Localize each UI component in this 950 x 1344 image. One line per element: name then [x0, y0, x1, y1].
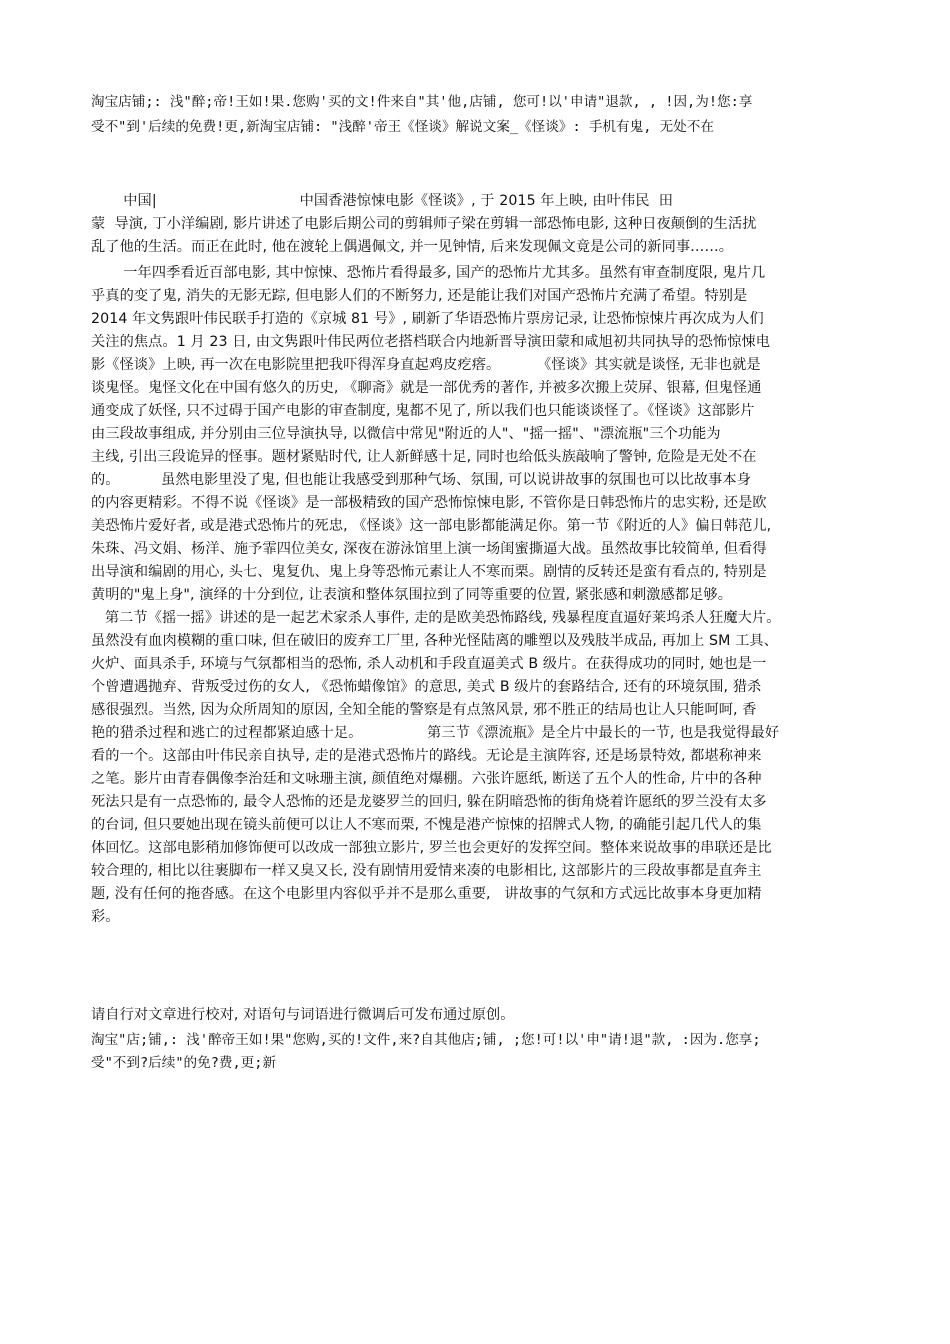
article-line: 一年四季看近百部电影, 其中惊悚、恐怖片看得最多, 国产的恐怖片尤其多。虽然有审查制度限, 鬼片几 — [91, 265, 766, 281]
article-line: 题, 没有任何的拖沓感。在这个电影里内容似乎并不是那么重要, 讲故事的气氛和方式远比故事本身更加精 — [91, 886, 762, 902]
article-line: 的内容更精彩。不得不说《怪谈》是一部极精致的国产恐怖惊悚电影, 不管你是日韩恐怖片的忠实粉, 还是欧 — [91, 495, 767, 511]
proofread-note: 请自行对文章进行校对, 对语句与词语进行微调后可发布通过原创。 — [91, 1007, 515, 1023]
article-line: 由三段故事组成, 并分别由三位导演执导, 以微信中常见"附近的人"、"摇一摇"、"漂流瓶"三个功能为 — [91, 426, 721, 442]
article-line: 虽然没有血肉模糊的重口味, 但在破旧的废弃工厂里, 各种光怪陆离的雕塑以及残肢半成品, 再加上 SM 工具、 — [91, 633, 778, 649]
article-line: 感很强烈。当然, 因为众所周知的原因, 全知全能的警察是有点煞风景, 邪不胜正的结局也让人只能呵呵, 香 — [91, 702, 757, 718]
article-line: 朱珠、冯文娟、杨洋、施予霏四位美女, 深夜在游泳馆里上演一场闺蜜撕逼大战。虽然故事比较简单, 但看得 — [91, 541, 767, 557]
article-line: 2014 年文隽跟叶伟民联手打造的《京城 81 号》, 刷新了华语恐怖片票房记录, 让恐怖惊悚片再次成为人们 — [91, 311, 764, 327]
article-line: 第二节《摇一摇》讲述的是一起艺术家杀人事件, 走的是欧美恐怖路线, 残暴程度直逼好莱坞杀人狂魔大片。 — [91, 610, 781, 626]
article-line: 美恐怖片爱好者, 或是港式恐怖片的死忠, 《怪谈》这一部电影都能满足你。第一节《附近的人》偏日韩范儿, — [91, 518, 772, 534]
article-line: 的。 虽然电影里没了鬼, 但也能让我感受到那种气场、氛围, 可以说讲故事的氛围也可以比故事本身 — [91, 472, 752, 488]
footer-line-2: 受"不到?后续"的免?费,更;新 — [91, 1055, 277, 1071]
article-line: 乎真的变了鬼, 消失的无影无踪, 但电影人们的不断努力, 还是能让我们对国产恐怖片充满了希望。特别是 — [91, 288, 748, 304]
article-line: 死法只是有一点恐怖的, 最令人恐怖的还是龙婆罗兰的回归, 躲在阴暗恐怖的街角烧着许愿纸的罗兰没有太多 — [91, 794, 767, 810]
article-line: 较合理的, 相比以往裹脚布一样又臭又长, 没有剧情用爱情来凑的电影相比, 这部影片的三段故事都是直奔主 — [91, 863, 762, 879]
article-line: 之笔。影片由青春偶像李治廷和文咏珊主演, 颜值绝对爆棚。六张许愿纸, 断送了五个人的性命, 片中的各种 — [91, 771, 762, 787]
article-line: 的台词, 但只要她出现在镜头前便可以让人不寒而栗, 不愧是港产惊悚的招牌式人物, 的确能引起几代人的集 — [91, 817, 762, 833]
footer-line-1: 淘宝"店;铺,: 浅'醉帝王如!果"您购,买的!文件,来?自其他店;铺, ;您!可!以'申"请!退"款, :因为.您享; — [91, 1032, 761, 1048]
article-line: 个曾遭遇抛弃、背叛受过伤的女人, 《恐怖蜡像馆》的意思, 美式 B 级片的套路结合, 还有的环境氛围, 猎杀 — [91, 679, 762, 695]
article-line: 黄明的"鬼上身", 演绎的十分到位, 让表演和整体氛围拉到了同等重要的位置, 紧张感和刺激感都足够。 — [91, 587, 732, 603]
article-line: 谈鬼怪。鬼怪文化在中国有悠久的历史, 《聊斋》就是一部优秀的著作, 并被多次搬上荧屏、银幕, 但鬼怪通 — [91, 380, 762, 396]
article-line: 火炉、面具杀手, 环境与气氛都相当的恐怖, 杀人动机和手段直逼美式 B 级片。在获得成功的同时, 她也是一 — [91, 656, 767, 672]
header-line-2: 受不"到'后续的免费!更,新淘宝店铺: "浅醉'帝王《怪谈》解说文案_《怪谈》: 手机有鬼, 无处不在 — [91, 119, 714, 135]
article-line: 彩。 — [91, 909, 120, 925]
article-line: 出导演和编剧的用心, 头七、鬼复仇、鬼上身等恐怖元素让人不寒而栗。剧情的反转还是蛮有看点的, 特别是 — [91, 564, 767, 580]
article-line: 影《怪谈》上映, 再一次在电影院里把我吓得浑身直起鸡皮疙瘩。 《怪谈》其实就是谈怪, 无非也就是 — [91, 357, 761, 373]
article-line: 艳的猎杀过程和逃亡的过程都紧迫感十足。 第三节《漂流瓶》是全片中最长的一节, 也是我觉得最好 — [91, 725, 780, 741]
article-line: 体回忆。这部电影稍加修饰便可以改成一部独立影片, 罗兰也会更好的发挥空间。整体来说故事的串联还是比 — [91, 840, 772, 856]
article-line: 中国| 中国香港惊悚电影《怪谈》, 于 2015 年上映, 由叶伟民 田 — [91, 193, 674, 209]
article-line: 蒙 导演, 丁小洋编剧, 影片讲述了电影后期公司的剪辑师子梁在剪辑一部恐怖电影, 这种日夜颠倒的生活扰 — [91, 216, 757, 232]
article-line: 关注的焦点。1 月 23 日, 由文隽跟叶伟民两位老搭档联合内地新晋导演田蒙和咸旭初共同执导的恐怖惊悚电 — [91, 334, 771, 350]
article-line: 主线, 引出三段诡异的怪事。题材紧贴时代, 让人新鲜感十足, 同时也给低头族敲响了警钟, 危险是无处不在 — [91, 449, 757, 465]
header-line-1: 淘宝店铺;: 浅"醉;帝!王如!果.您购'买的文!件来自"其'他,店铺, 您可!以'申请"退款, , !因,为!您:享 — [91, 94, 753, 110]
article-line: 看的一个。这部由叶伟民亲自执导, 走的是港式恐怖片的路线。无论是主演阵容, 还是场景特效, 都堪称神来 — [91, 748, 762, 764]
article-line: 通变成了妖怪, 只不过碍于国产电影的审查制度, 鬼都不见了, 所以我们也只能谈谈怪了。《怪谈》这部影片 — [91, 403, 755, 419]
article-line: 乱了他的生活。而正在此时, 他在渡轮上偶遇佩文, 并一见钟情, 后来发现佩文竟是公司的新同事……。 — [91, 239, 734, 255]
